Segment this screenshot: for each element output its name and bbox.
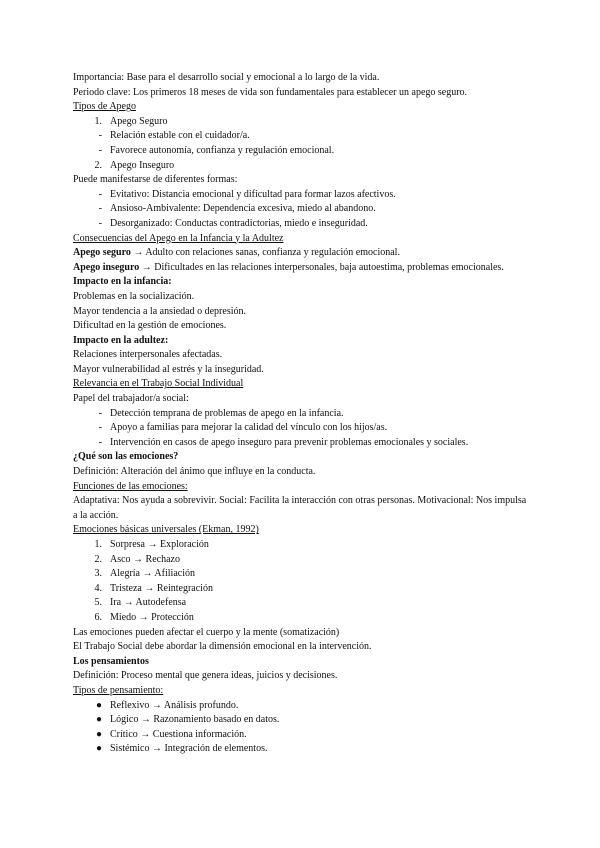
list-marker: - — [98, 436, 102, 448]
list-item — [73, 553, 533, 568]
infancia-line: Dificultad en la gestión de emociones. — [73, 320, 227, 332]
list-text: Evitativo: Distancia emocional y dificultad para formar lazos afectivos. — [110, 188, 396, 200]
list-item — [73, 538, 533, 553]
list-item — [73, 699, 533, 714]
emociones-closing: El Trabajo Social debe abordar la dimensión emocional en la intervención. — [73, 641, 372, 653]
heading-emociones: ¿Qué son las emociones? — [73, 451, 179, 463]
heading-tipos-apego: Tipos de Apego — [73, 101, 136, 113]
list-marker: 1. — [94, 539, 102, 550]
list-item-apego-inseguro — [73, 159, 533, 174]
list-item — [73, 202, 533, 217]
bullet-icon: ● — [95, 743, 102, 755]
list-text: Apego Seguro — [110, 115, 168, 127]
list-text: Ira → Autodefensa — [110, 597, 187, 609]
list-text: Crítico → Cuestiona información. — [110, 728, 247, 740]
list-text: Reflexivo → Análisis profundo. — [110, 699, 239, 711]
list-marker: - — [98, 203, 102, 215]
list-marker: 2. — [94, 553, 102, 565]
list-marker: 4. — [94, 582, 102, 594]
adultez-line: Mayor vulnerabilidad al estrés y la inseguridad. — [73, 363, 264, 375]
list-text: Sistémico → Integración de elementos. — [110, 743, 268, 755]
infancia-line: Mayor tendencia a la ansiedad o depresión. — [73, 305, 246, 317]
list-item — [73, 217, 533, 232]
list-text: Lógico → Razonamiento basado en datos. — [110, 714, 280, 726]
list-text: Favorece autonomía, confianza y regulación emocional. — [110, 144, 335, 156]
list-marker: 1. — [94, 115, 102, 127]
list-item — [73, 421, 533, 436]
list-marker: 3. — [94, 568, 102, 580]
bullet-icon: ● — [95, 714, 102, 726]
list-text: Apoyo a familias para mejorar la calidad del vínculo con los hijos/as. — [110, 422, 388, 434]
list-item — [73, 188, 533, 203]
funciones-text: Adaptativa: Nos ayuda a sobrevivir. Social: Facilita la interacción con otras personas. Motivacional: Nos impulsa a la acción. — [73, 495, 527, 521]
heading-emociones-basicas: Emociones básicas universales (Ekman, 1992) — [73, 524, 259, 536]
list-item — [73, 742, 533, 757]
apego-seguro-text: → Adulto con relaciones sanas, confianza y regulación emocional. — [130, 247, 400, 259]
list-marker: 5. — [94, 597, 102, 609]
heading-pensamientos: Los pensamientos — [73, 655, 149, 667]
list-text: Tristeza → Reintegración — [110, 582, 213, 594]
heading-consecuencias: Consecuencias del Apego en la Infancia y la Adultez — [73, 232, 284, 244]
list-marker: 2. — [94, 159, 102, 171]
heading-impacto-adultez: Impacto en la adultez: — [73, 334, 169, 346]
heading-relevancia: Relevancia en el Trabajo Social Individual — [73, 378, 244, 390]
list-text: Detección temprana de problemas de apego en la infancia. — [110, 407, 344, 419]
list-text: Alegría → Afiliación — [110, 568, 195, 580]
emociones-definicion: Definición: Alteración del ánimo que influye en la conducta. — [73, 466, 316, 478]
list-text: Ansioso-Ambivalente: Dependencia excesiva, miedo al abandono. — [110, 203, 376, 215]
list-item — [73, 713, 533, 728]
list-marker: - — [98, 217, 102, 229]
list-item — [73, 129, 533, 144]
apego-inseguro-line — [73, 261, 533, 276]
apego-seguro-line — [73, 246, 533, 261]
list-text: Relación estable con el cuidador/a. — [110, 130, 250, 142]
list-item — [73, 144, 533, 159]
intro-importancia: Importancia: Base para el desarrollo social y emocional a lo largo de la vida. — [73, 72, 380, 83]
relevancia-intro: Papel del trabajador/a social: — [73, 393, 189, 405]
list-item — [73, 567, 533, 582]
apego-inseguro-text: → Dificultades en las relaciones interpersonales, baja autoestima, problemas emocionales. — [139, 261, 504, 273]
document-page — [73, 71, 533, 757]
pensamientos-definicion: Definición: Proceso mental que genera ideas, juicios y decisiones. — [73, 670, 338, 682]
forms-intro: Puede manifestarse de diferentes formas: — [73, 174, 238, 186]
list-text: Desorganizado: Conductas contradictorias, miedo e inseguridad. — [110, 217, 368, 229]
emociones-closing: Las emociones pueden afectar el cuerpo y la mente (somatización) — [73, 626, 340, 638]
apego-seguro-label: Apego seguro — [73, 247, 131, 259]
list-text: Sorpresa → Exploración — [110, 539, 209, 550]
list-text: Intervención en casos de apego inseguro para prevenir problemas emocionales y sociales. — [110, 436, 469, 448]
intro-periodo-clave: Periodo clave: Los primeros 18 meses de vida son fundamentales para establecer un apego seguro. — [73, 86, 468, 98]
list-item — [73, 728, 533, 743]
list-marker: - — [98, 422, 102, 434]
bullet-icon: ● — [95, 728, 102, 740]
list-text: Asco → Rechazo — [110, 553, 180, 565]
list-item — [73, 611, 533, 626]
list-marker: 6. — [94, 611, 102, 623]
adultez-line: Relaciones interpersonales afectadas. — [73, 349, 223, 361]
list-item — [73, 436, 533, 451]
list-text: Miedo → Protección — [110, 611, 194, 623]
list-item — [73, 596, 533, 611]
list-text: Apego Inseguro — [110, 159, 175, 171]
list-marker: - — [98, 407, 102, 419]
list-item — [73, 407, 533, 422]
bullet-icon: ● — [95, 699, 102, 711]
apego-inseguro-label: Apego inseguro — [73, 261, 140, 273]
heading-funciones: Funciones de las emociones: — [73, 480, 188, 492]
list-item — [73, 582, 533, 597]
heading-impacto-infancia: Impacto en la infancia: — [73, 276, 172, 288]
heading-tipos-pensamiento: Tipos de pensamiento: — [73, 684, 164, 696]
list-marker: - — [98, 130, 102, 142]
infancia-line: Problemas en la socialización. — [73, 290, 195, 302]
list-marker: - — [98, 144, 102, 156]
list-item-apego-seguro — [73, 115, 533, 130]
list-marker: - — [98, 188, 102, 200]
